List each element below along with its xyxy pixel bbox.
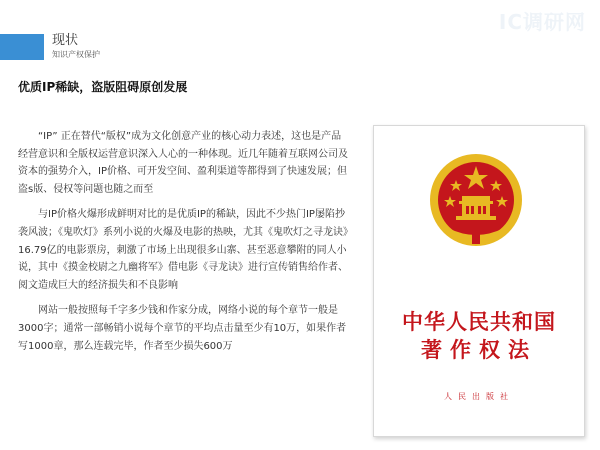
book-title: 中华人民共和国 <box>402 309 556 334</box>
page-title: 现状 <box>52 33 79 48</box>
paragraph-2: 与IP价格火爆形成鲜明对比的是优质IP的稀缺，因此不少热门IP屡陷抄袭风波；《鬼吹灯》系列小说的火爆及电影的热映，尤其《鬼吹灯之寻龙诀》16.79亿的电影票房，刺激了市场上出现很多山寨、甚至恶意攀附的同人小说，其中《摸金校尉之九幽将军》借电影《寻龙诀》进行宣传销售给作者、阅文造成巨大的经济损失和不良影响 <box>18 209 348 291</box>
book-cover <box>373 125 585 437</box>
header-accent-bar <box>0 34 44 60</box>
paragraph-3: 网站一般按照每千字多少钱和作家分成，网络小说的每个章节一般是3000字；通常一部畅销小说每个章节的平均点击量至少有10万，如果作者写1000章，那么连载完毕，作者至少损失600万 <box>18 305 347 352</box>
body-text <box>18 128 348 363</box>
book-publisher: 人民出版社 <box>444 392 514 401</box>
page-subtitle: 知识产权保护 <box>52 50 100 59</box>
paragraph-1: “IP” 正在替代“版权”成为文化创意产业的核心动力表述，这也是产品经营意识和全版权运营意识深入人心的一种体现。近几年随着互联网公司及资本的强势介入，IP价格、可开发空间、盈利渠道等都得到了快速发展；但盗s版、侵权等问题也随之而至 <box>18 131 348 195</box>
national-emblem-icon <box>426 150 526 250</box>
book-subtitle: 著作权法 <box>421 337 537 362</box>
watermark-logo: IC调研网 <box>498 10 586 34</box>
headline: 优质IP稀缺，盗版阻碍原创发展 <box>18 80 188 94</box>
